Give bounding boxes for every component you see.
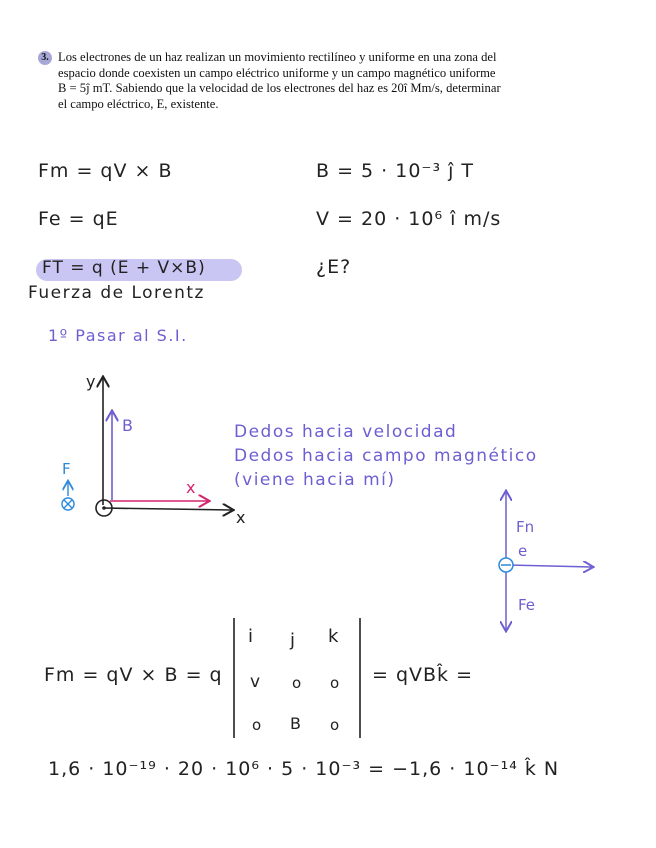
f-label: F <box>62 460 71 478</box>
final-result: 1,6 · 10⁻¹⁹ · 20 · 10⁶ · 5 · 10⁻³ = −1,6 · 10⁻¹⁴ k̂ N <box>48 758 560 780</box>
x-axis <box>103 508 232 510</box>
problem-number: 3. <box>38 51 52 65</box>
cross-product-lhs: Fm = qV × B = q <box>44 664 223 686</box>
step-label: 1º Pasar al S.I. <box>48 326 188 345</box>
det-0: o <box>292 674 302 692</box>
det-b: B <box>290 714 301 733</box>
rule-line-1: Dedos hacia velocidad <box>234 422 458 442</box>
fe-label: Fe <box>518 596 536 614</box>
x-axis-label: x <box>236 508 246 527</box>
fn-label: Fn <box>516 518 535 536</box>
e-question: ¿E? <box>316 256 352 278</box>
v-value: V = 20 · 10⁶ î m/s <box>316 208 502 230</box>
y-axis-label: y <box>86 372 96 391</box>
det-j: j <box>290 630 296 651</box>
rule-line-3: (viene hacia mí) <box>234 470 396 490</box>
problem-line: Los electrones de un haz realizan un movimiento rectilíneo y uniforme en una zona del <box>58 50 497 64</box>
problem-line: espacio donde coexisten un campo eléctrico uniforme y un campo magnético uniforme <box>58 65 496 80</box>
b-value: B = 5 · 10⁻³ ĵ T <box>316 160 475 182</box>
det-0: o <box>330 716 340 734</box>
fm-equation: Fm = qV × B <box>38 160 173 182</box>
det-i: i <box>248 626 254 647</box>
det-0: o <box>330 674 340 692</box>
rule-line-2: Dedos hacia campo magnético <box>234 446 538 466</box>
cross-product-rhs: = qVBk̂ = <box>372 664 474 686</box>
problem-line: el campo eléctrico, E, existente. <box>58 96 219 111</box>
b-vector-label: B <box>122 416 133 435</box>
electron-label: e <box>518 542 528 560</box>
v-vector-label: x <box>186 478 196 497</box>
velocity-arrow <box>506 565 592 567</box>
problem-line: B = 5ĵ mT. Sabiendo que la velocidad de los electrones del haz es 20î Mm/s, determinar <box>58 81 501 95</box>
det-0: o <box>252 716 262 734</box>
fe-equation: Fe = qE <box>38 208 119 230</box>
origin-dot-icon <box>102 506 106 510</box>
ft-equation: FT = q (E + V×B) <box>42 258 206 278</box>
det-k: k <box>328 626 339 647</box>
det-v: v <box>250 672 261 692</box>
lorentz-label: Fuerza de Lorentz <box>28 283 205 303</box>
